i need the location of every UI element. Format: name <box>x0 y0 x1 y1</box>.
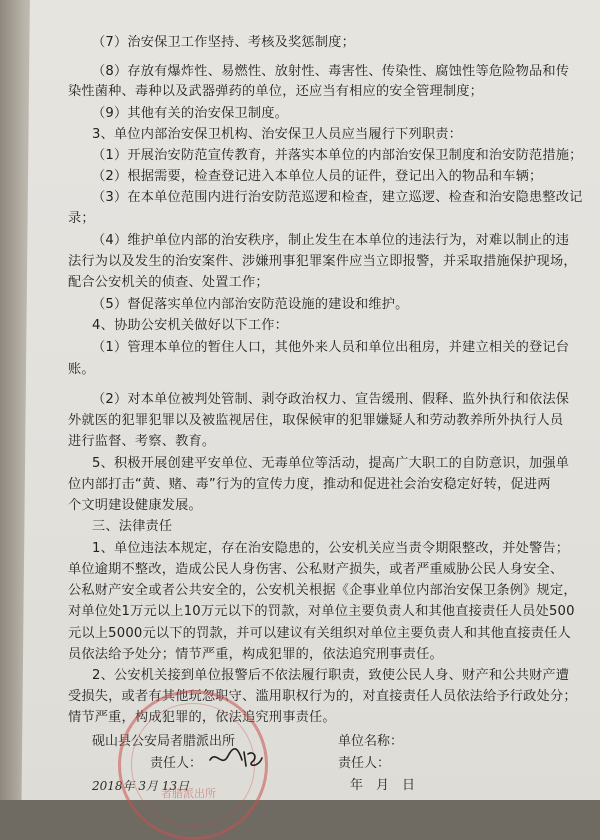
text-line: 账。 <box>68 362 95 377</box>
text-line: 配合公安机关的侦查、处置工作； <box>68 275 269 290</box>
handwritten-date: 2018年 3月 13日 <box>92 779 190 793</box>
text-line: 染性菌种、毒种以及武器弹药的单位，还应当有相应的安全管理制度； <box>68 84 484 99</box>
text-line: （4）维护单位内部的治安秩序，制止发生在本单位的违法行为，对难以制止的违 <box>92 233 570 248</box>
section-heading: 三、法律责任 <box>92 519 173 534</box>
text-line: 元以上5000元以下的罚款，并可以建议有关组织对单位主要负责人和其他直接责任人 <box>68 626 571 641</box>
responsible-person-label: 责任人： <box>338 756 391 771</box>
text-line: 进行监督、考察、教育。 <box>68 434 216 449</box>
responsible-person-label: 责任人： <box>150 756 203 771</box>
date-label: 年 月 日 <box>350 778 416 793</box>
text-line: （1）开展治安防范宣传教育，并落实本单位的内部治安保卫制度和治安防范措施； <box>92 148 583 163</box>
text-line: （3）在本单位范围内进行治安防范巡逻和检查，建立巡逻、检查和治安隐患整改记 <box>92 190 583 205</box>
issuing-organization: 砚山县公安局者腊派出所 <box>92 734 236 749</box>
text-line: （2）根据需要，检查登记进入本单位人员的证件，登记出入的物品和车辆； <box>92 169 543 184</box>
text-line: （7）治安保卫工作坚持、考核及奖惩制度； <box>92 35 355 50</box>
section-heading: 3、单位内部治安保卫机构、治安保卫人员应当履行下列职责： <box>92 127 463 142</box>
section-heading: 4、协助公安机关做好以下工作： <box>92 318 289 333</box>
unit-name-label: 单位名称： <box>338 734 404 749</box>
text-line: 外就医的犯罪犯罪以及被监视居住，取保候审的犯罪嫌疑人和劳动教养所外执行人员 <box>68 413 564 428</box>
text-line: （9）其他有关的治安保卫制度。 <box>92 106 289 121</box>
text-line: 法行为以及发生的治安案件、涉嫌刑事犯罪案件应当立即报警，并采取措施保护现场， <box>68 254 577 269</box>
text-line: （5）督促落实单位内部治安防范设施的建设和维护。 <box>92 297 409 312</box>
text-line: 公私财产安全或者公共安全的，公安机关根据《企事业单位内部治安保卫条例》规定， <box>68 583 577 598</box>
text-line: 单位逾期不整改，造成公民人身伤害、公私财产损失，或者严重威胁公民人身安全、 <box>68 562 564 577</box>
stamp-text: 者腊派出所 <box>161 787 216 800</box>
text-line: 1、单位违法本规定，存在治安隐患的，公安机关应当责令期限整改，并处警告； <box>92 541 570 556</box>
text-line: （1）管理本单位的暂住人口，其他外来人员和单位出租房，并建立相关的登记台 <box>92 340 570 355</box>
text-line: 情节严重，构成犯罪的，依法追究刑事责任。 <box>68 710 336 725</box>
text-line: （8）存放有爆炸性、易燃性、放射性、毒害性、传染性、腐蚀性等危险物品和传 <box>92 64 570 79</box>
text-line: 录； <box>68 211 95 226</box>
handwritten-signature <box>208 746 264 770</box>
text-line: 对单位处1万元以上10万元以下的罚款，对单位主要负责人和其他直接责任人员处500 <box>68 604 575 619</box>
text-line: （2）对本单位被判处管制、剥夺政治权力、宣告缓刑、假释、监外执行和依法保 <box>92 392 570 407</box>
text-line: 受损失，或者有其他玩忽职守、滥用职权行为的，对直接责任人员依法给予行政处分； <box>68 689 577 704</box>
text-line: 5、积极开展创建平安单位、无毒单位等活动，提高广大职工的自防意识，加强单 <box>92 456 570 471</box>
text-line: 个文明建设健康发展。 <box>68 498 202 513</box>
text-line: 员依法给予处分；情节严重，构成犯罪的，依法追究刑事责任。 <box>68 647 443 662</box>
text-line: 2、公安机关接到单位报警后不依法履行职责，致使公民人身、财产和公共财产遭 <box>92 668 570 683</box>
text-line: 位内部打击“黄、赌、毒”行为的宣传力度，推动和促进社会治安稳定好转，促进两 <box>68 477 551 492</box>
